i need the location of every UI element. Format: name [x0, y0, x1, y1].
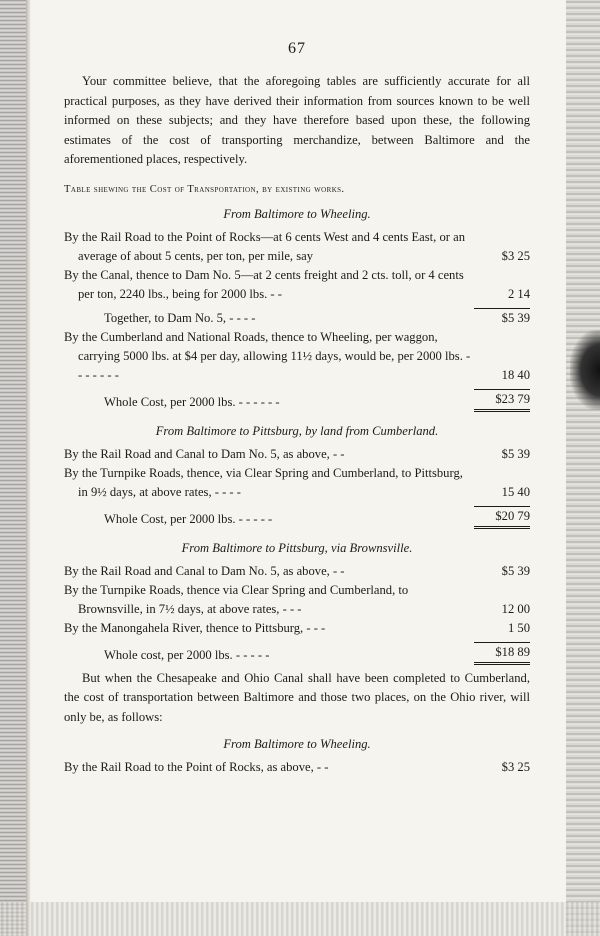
section-title-pittsburg-brownsville: From Baltimore to Pittsburg, via Brownsville. — [181, 540, 413, 555]
cost-row — [64, 581, 530, 619]
section-title-wheeling: From Baltimore to Wheeling. — [223, 206, 371, 221]
outro-paragraph: But when the Chesapeake and Ohio Canal shall have been completed to Cumberland, the cost of transportation between Baltimore and those two places, on the Ohio river, will only be, as follows: — [64, 670, 530, 724]
cost-row — [64, 562, 530, 581]
scan-binding-shadow — [26, 0, 31, 936]
total-amount: $20 79 — [474, 506, 530, 529]
cost-row — [64, 228, 530, 266]
cost-row-amount: 12 00 — [501, 601, 530, 616]
subtotal-row — [64, 308, 530, 328]
cost-row-amount: $5 39 — [501, 446, 530, 461]
cost-row-text: By the Cumberland and National Roads, thence to Wheeling, per waggon, carrying 5000 lbs. at $4 per day, allowing 11½ days, would be, per 2000 lbs. - - - - - - - — [64, 329, 471, 382]
cost-row — [64, 758, 530, 777]
total-row — [64, 642, 530, 665]
section-title-wheeling-canal: From Baltimore to Wheeling. — [223, 737, 371, 751]
cost-row-amount: 18 40 — [501, 367, 530, 382]
cost-row-text: By the Turnpike Roads, thence, via Clear Spring and Cumberland, to Pittsburg, in 9½ days, at above rates, - - - - — [64, 465, 463, 499]
scan-bottom-edge — [0, 902, 600, 936]
cost-row — [64, 464, 530, 502]
ink-blot — [570, 330, 600, 410]
cost-row — [64, 619, 530, 638]
cost-row-amount: $3 25 — [501, 248, 530, 263]
document-page — [64, 40, 530, 777]
cost-row-text: By the Rail Road to the Point of Rocks—at 6 cents West and 4 cents East, or an average of about 5 cents, per ton, per mile, say — [64, 229, 465, 263]
cost-row-amount: 1 50 — [507, 620, 530, 635]
total-amount: $18 89 — [474, 642, 530, 665]
cost-row-text: By the Rail Road and Canal to Dam No. 5, as above, - - — [64, 446, 345, 461]
scan-right-edge — [566, 0, 600, 936]
cost-row-amount: 2 14 — [507, 286, 530, 301]
cost-row-amount: 15 40 — [501, 484, 530, 499]
total-text: Whole Cost, per 2000 lbs. - - - - - - — [104, 394, 280, 409]
section-title-pittsburg-land: From Baltimore to Pittsburg, by land from Cumberland. — [155, 423, 439, 438]
total-text: Whole cost, per 2000 lbs. - - - - - — [104, 647, 270, 662]
cost-row-amount: $3 25 — [501, 760, 530, 774]
subtotal-amount: $5 39 — [474, 308, 530, 328]
cost-row-amount: $5 39 — [501, 563, 530, 578]
table-heading: Table shewing the Cost of Transportation, by existing works. — [64, 183, 345, 195]
total-row — [64, 506, 530, 529]
page-number: 67 — [288, 40, 306, 57]
cost-row — [64, 328, 530, 385]
cost-row — [64, 266, 530, 304]
cost-row — [64, 445, 530, 464]
total-amount: $23 79 — [474, 389, 530, 412]
subtotal-text: Together, to Dam No. 5, - - - - — [104, 310, 256, 325]
intro-paragraph: Your committee believe, that the aforegoing tables are sufficiently accurate for all practical purposes, as they have derived their information from sources known to be well informed on these subjects; and they have therefore based upon these, the following estimates of the cost of transporting merchandize, between Baltimore and the aforementioned places, respectively. — [64, 74, 530, 166]
total-row — [64, 389, 530, 412]
cost-row-text: By the Canal, thence to Dam No. 5—at 2 cents freight and 2 cts. toll, or 4 cents per ton, 2240 lbs., being for 2000 lbs. - - — [64, 267, 464, 301]
cost-row-text: By the Manongahela River, thence to Pittsburg, - - - — [64, 620, 326, 635]
scan-binding-edge — [0, 0, 26, 936]
total-text: Whole Cost, per 2000 lbs. - - - - - — [104, 511, 273, 526]
cost-row-text: By the Rail Road and Canal to Dam No. 5, as above, - - — [64, 563, 345, 578]
cost-row-text: By the Rail Road to the Point of Rocks, as above, - - — [64, 760, 329, 774]
cost-row-text: By the Turnpike Roads, thence via Clear Spring and Cumberland, to Brownsville, in 7½ days, at above rates, - - - — [64, 582, 409, 616]
